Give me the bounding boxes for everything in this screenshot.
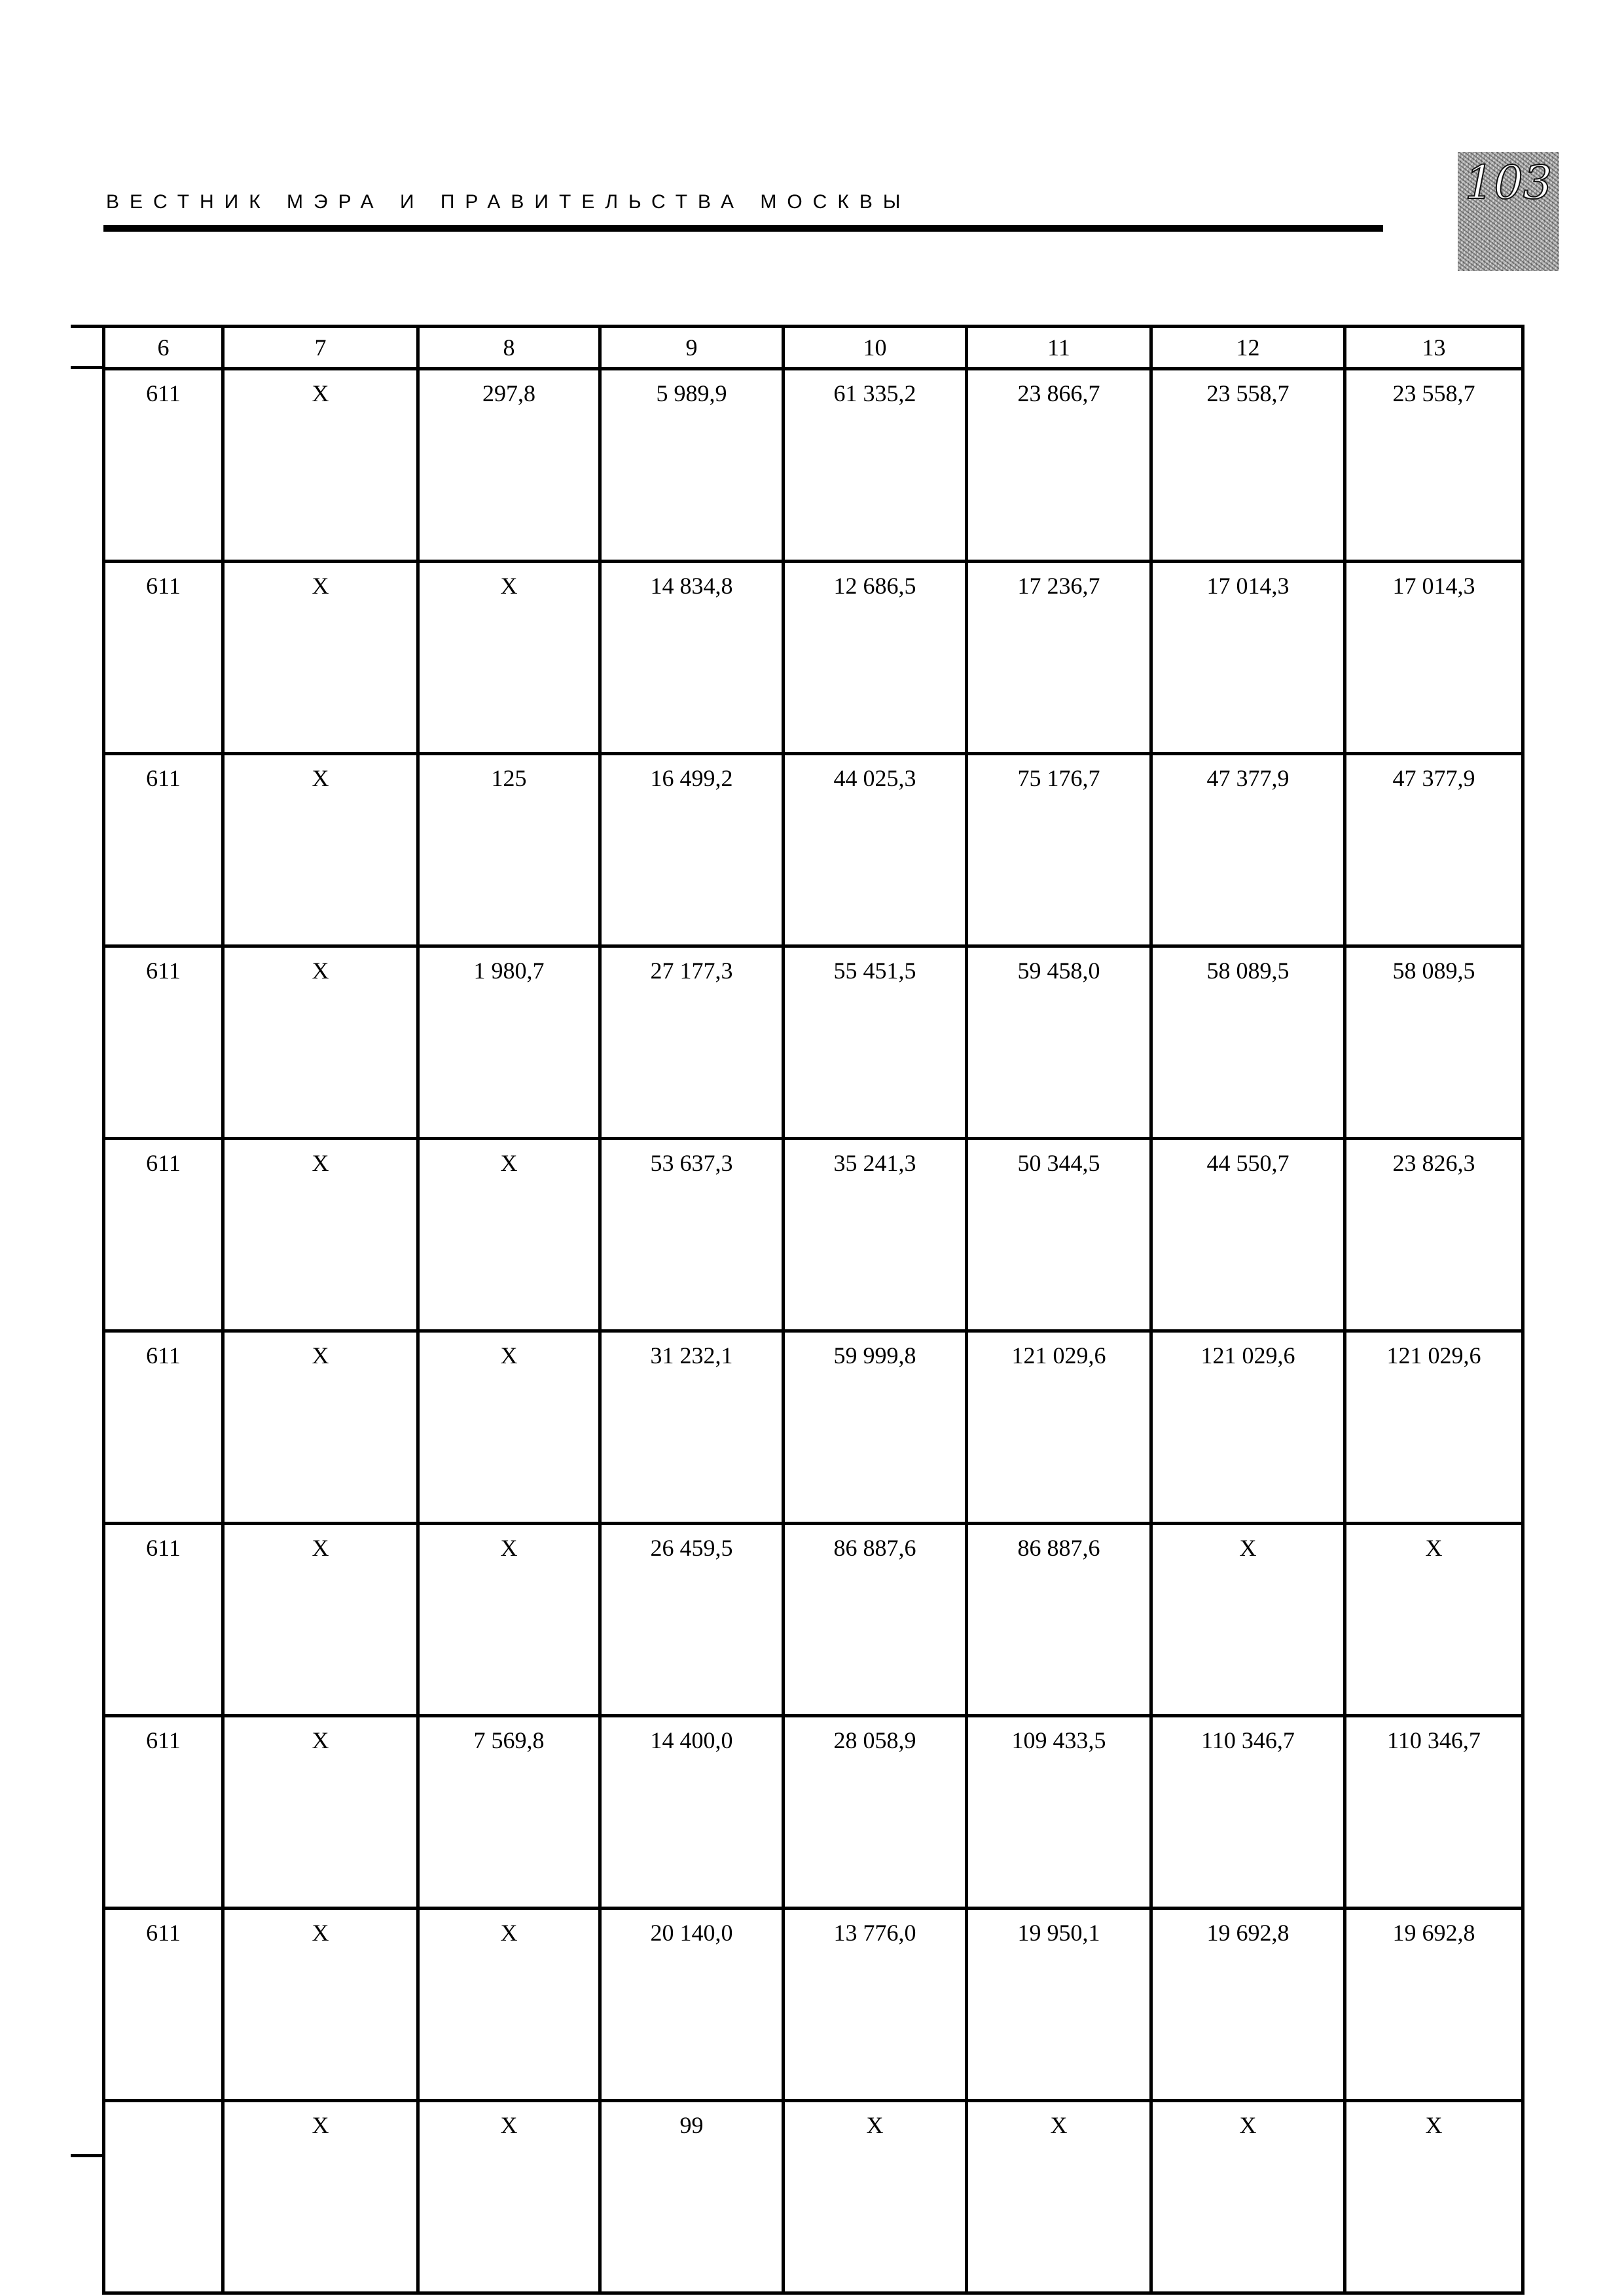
table-row <box>104 946 1523 1139</box>
table-cell: 59 458,0 <box>967 946 1151 1139</box>
table-cell: 125 <box>418 754 600 946</box>
table-cell: 611 <box>104 754 223 946</box>
table-cell: 58 089,5 <box>1151 946 1345 1139</box>
table-cell: 99 <box>600 2101 784 2293</box>
table-left-rule-header <box>71 366 103 369</box>
table-cell: 14 834,8 <box>600 562 784 754</box>
table-cell: 17 236,7 <box>967 562 1151 754</box>
table-cell: 19 950,1 <box>967 1909 1151 2101</box>
table-cell <box>104 2101 223 2293</box>
table-cell: 26 459,5 <box>600 1524 784 1716</box>
table-cell: 86 887,6 <box>967 1524 1151 1716</box>
table-cell: X <box>223 1524 418 1716</box>
table-cell: 44 550,7 <box>1151 1139 1345 1331</box>
table-row <box>104 1139 1523 1331</box>
table-cell: X <box>418 1909 600 2101</box>
table-cell: 50 344,5 <box>967 1139 1151 1331</box>
table-cell: X <box>1151 2101 1345 2293</box>
table-cell: 61 335,2 <box>784 369 967 562</box>
table-cell: X <box>223 1139 418 1331</box>
table-cell: 28 058,9 <box>784 1716 967 1909</box>
table-row <box>104 754 1523 946</box>
table-cell: 1 980,7 <box>418 946 600 1139</box>
table-cell: 55 451,5 <box>784 946 967 1139</box>
table-cell: 31 232,1 <box>600 1331 784 1524</box>
table-row <box>104 1331 1523 1524</box>
column-header: 6 <box>104 327 223 369</box>
table-cell: 17 014,3 <box>1151 562 1345 754</box>
table-cell: X <box>223 369 418 562</box>
column-header: 10 <box>784 327 967 369</box>
table-body <box>104 369 1523 2293</box>
table-cell: X <box>784 2101 967 2293</box>
table-left-rule-top <box>71 325 103 328</box>
table-cell: 611 <box>104 369 223 562</box>
column-header: 8 <box>418 327 600 369</box>
data-table <box>102 325 1525 2295</box>
table-row <box>104 1909 1523 2101</box>
table-cell: 19 692,8 <box>1345 1909 1523 2101</box>
table-cell: X <box>223 1331 418 1524</box>
table-cell: X <box>1151 1524 1345 1716</box>
table-left-rule-bottom <box>71 2154 103 2157</box>
table-row <box>104 1524 1523 1716</box>
table-cell: X <box>418 1331 600 1524</box>
column-header: 12 <box>1151 327 1345 369</box>
table-cell: 23 558,7 <box>1345 369 1523 562</box>
table-row <box>104 2101 1523 2293</box>
table-cell: 611 <box>104 1716 223 1909</box>
table-cell: X <box>223 1716 418 1909</box>
table-cell: 58 089,5 <box>1345 946 1523 1139</box>
table-cell: 27 177,3 <box>600 946 784 1139</box>
table-cell: 75 176,7 <box>967 754 1151 946</box>
table-cell: 86 887,6 <box>784 1524 967 1716</box>
table-cell: X <box>223 562 418 754</box>
table-row <box>104 1716 1523 1909</box>
table-cell: 23 826,3 <box>1345 1139 1523 1331</box>
column-header: 9 <box>600 327 784 369</box>
table-cell: X <box>223 754 418 946</box>
table-cell: 611 <box>104 1524 223 1716</box>
table-cell: X <box>1345 1524 1523 1716</box>
table-cell: 14 400,0 <box>600 1716 784 1909</box>
table-cell: X <box>223 2101 418 2293</box>
table-cell: X <box>418 562 600 754</box>
table-cell: 12 686,5 <box>784 562 967 754</box>
table-cell: X <box>418 1139 600 1331</box>
table-cell: 53 637,3 <box>600 1139 784 1331</box>
table-cell: 59 999,8 <box>784 1331 967 1524</box>
table-cell: 16 499,2 <box>600 754 784 946</box>
table-cell: X <box>418 1524 600 1716</box>
table-cell: 297,8 <box>418 369 600 562</box>
table-row <box>104 369 1523 562</box>
table-row <box>104 562 1523 754</box>
table-cell: 23 558,7 <box>1151 369 1345 562</box>
table-cell: 121 029,6 <box>1345 1331 1523 1524</box>
table-cell: 47 377,9 <box>1345 754 1523 946</box>
table-cell: 35 241,3 <box>784 1139 967 1331</box>
table-cell: 13 776,0 <box>784 1909 967 2101</box>
page-number: 103 <box>1464 156 1553 209</box>
table-cell: 121 029,6 <box>967 1331 1151 1524</box>
table-cell: 5 989,9 <box>600 369 784 562</box>
column-header: 13 <box>1345 327 1523 369</box>
table-cell: 611 <box>104 1331 223 1524</box>
table-cell: 110 346,7 <box>1345 1716 1523 1909</box>
table-cell: 19 692,8 <box>1151 1909 1345 2101</box>
table-cell: 611 <box>104 1909 223 2101</box>
table-cell: 20 140,0 <box>600 1909 784 2101</box>
table-cell: X <box>418 2101 600 2293</box>
column-header: 7 <box>223 327 418 369</box>
table-cell: X <box>223 946 418 1139</box>
table-cell: 611 <box>104 946 223 1139</box>
table-cell: 611 <box>104 562 223 754</box>
table-cell: 611 <box>104 1139 223 1331</box>
table-cell: X <box>1345 2101 1523 2293</box>
table-cell: X <box>967 2101 1151 2293</box>
table-cell: 110 346,7 <box>1151 1716 1345 1909</box>
table-cell: 47 377,9 <box>1151 754 1345 946</box>
table-cell: 109 433,5 <box>967 1716 1151 1909</box>
table-container <box>71 325 1521 2161</box>
column-header: 11 <box>967 327 1151 369</box>
header-rule <box>103 225 1383 232</box>
table-cell: 121 029,6 <box>1151 1331 1345 1524</box>
journal-title: ВЕСТНИК МЭРА И ПРАВИТЕЛЬСТВА МОСКВЫ <box>106 191 911 213</box>
table-cell: X <box>223 1909 418 2101</box>
page-number-badge <box>1458 152 1559 271</box>
table-cell: 44 025,3 <box>784 754 967 946</box>
table-header-row <box>104 327 1523 369</box>
table-cell: 23 866,7 <box>967 369 1151 562</box>
table-cell: 7 569,8 <box>418 1716 600 1909</box>
table-cell: 17 014,3 <box>1345 562 1523 754</box>
